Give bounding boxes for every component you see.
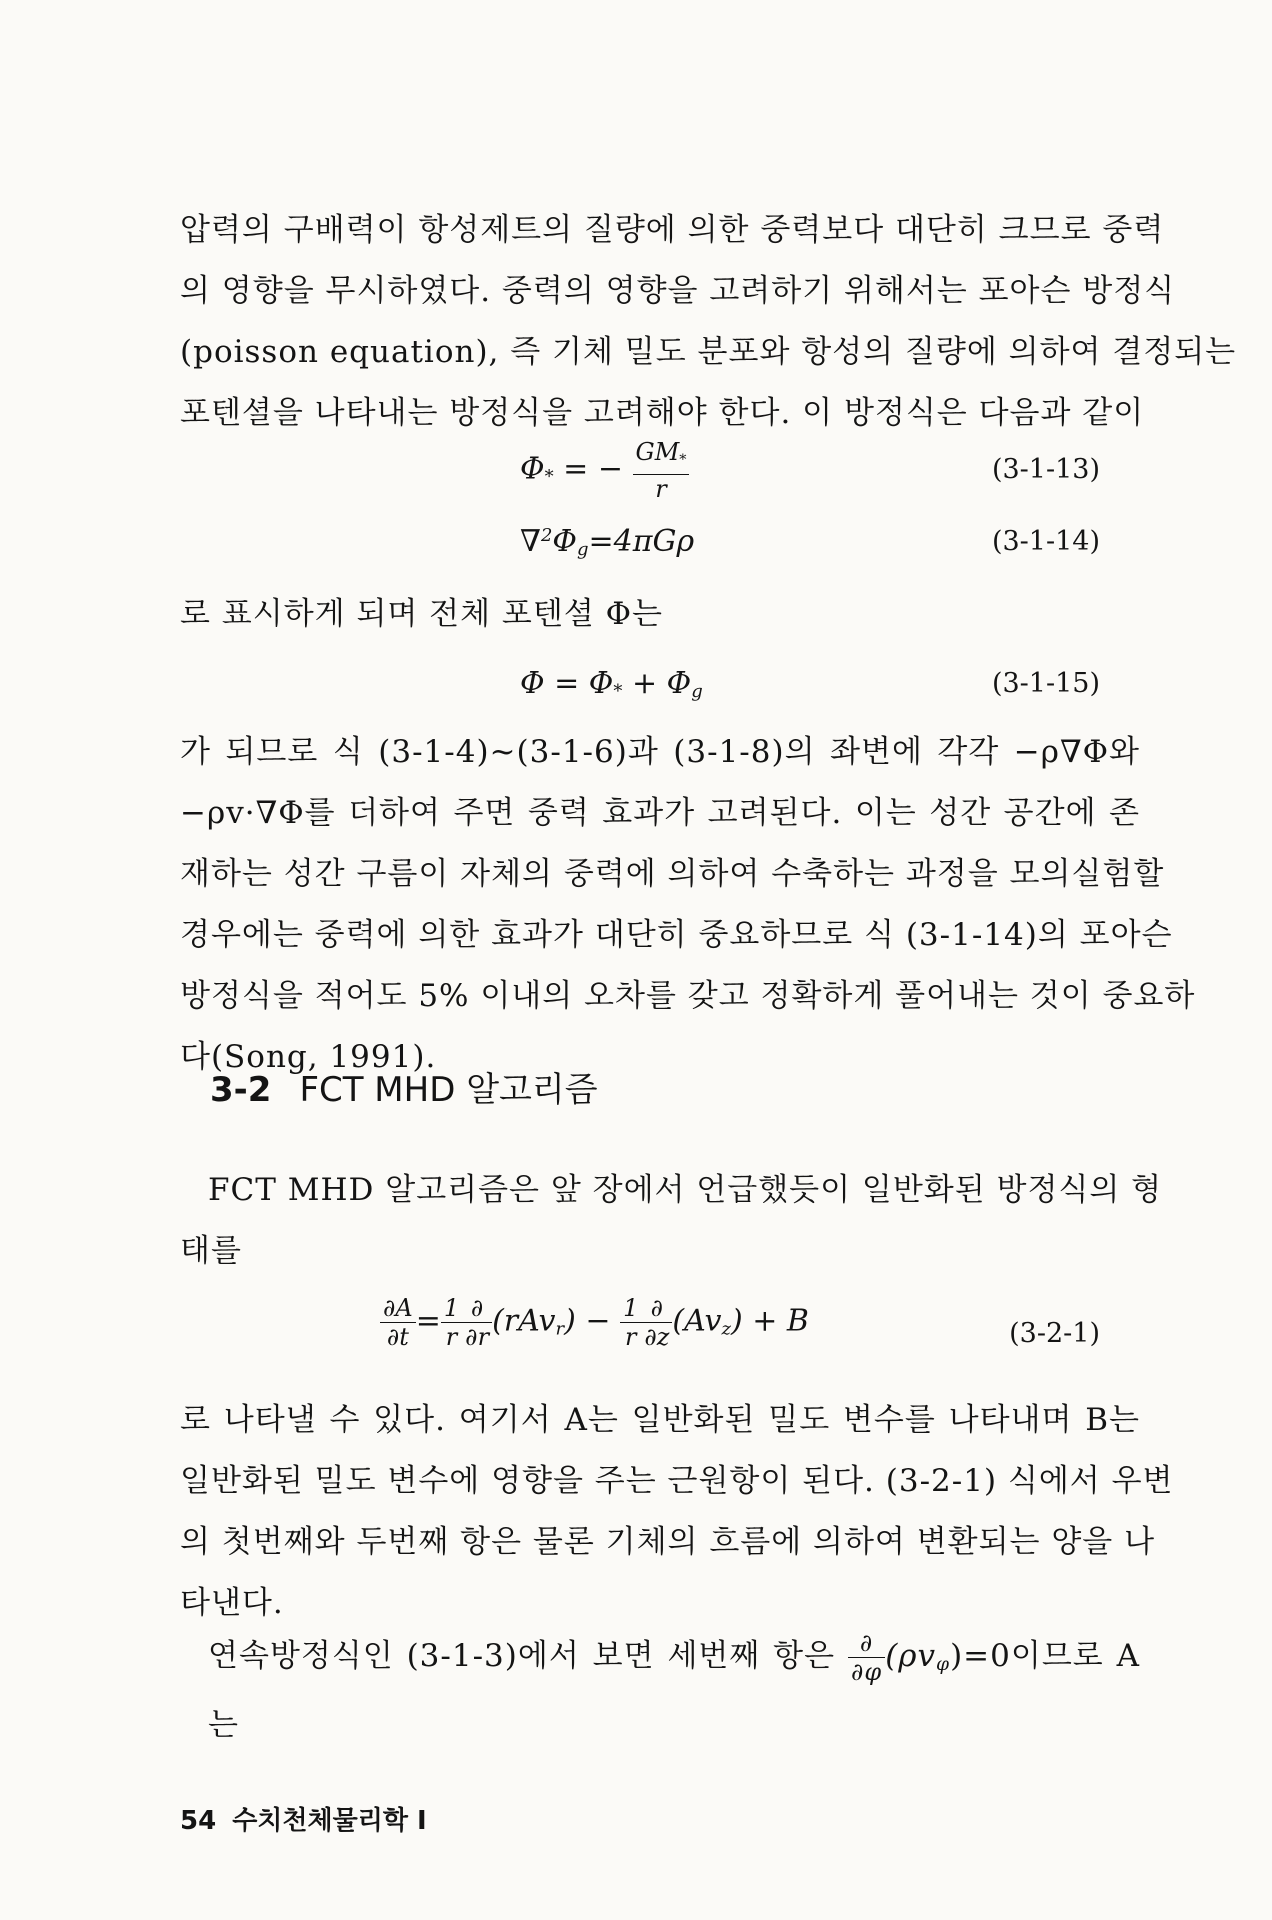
eq-term: + B <box>742 1303 809 1339</box>
eq-operator: ∇ <box>520 524 541 559</box>
page-footer <box>180 1800 427 1837</box>
paragraph-line: (poisson equation), 즉 기체 밀도 분포와 항성의 질량에 의하여 결정되는 <box>180 334 1237 370</box>
equation-body <box>520 438 689 503</box>
fraction-denominator: ∂t <box>386 1323 409 1351</box>
paragraph-1 <box>180 200 1237 444</box>
paragraph-text: (ρv <box>885 1638 937 1674</box>
eq-term: ) <box>564 1303 576 1339</box>
paragraph-4 <box>180 1390 1174 1634</box>
eq-subscript: * <box>679 452 687 468</box>
eq-subscript: z <box>721 1318 731 1340</box>
paragraph-line: 일반화된 밀도 변수에 영향을 주는 근원항이 된다. (3-2-1) 식에서 우변 <box>180 1463 1174 1499</box>
fraction-numerator: 1 <box>620 1294 641 1323</box>
eq-term: =4πGρ <box>588 524 695 559</box>
paragraph-line: −ρv·∇Φ를 더하여 주면 중력 효과가 고려된다. 이는 성간 공간에 존 <box>180 795 1140 831</box>
paragraph-line: 압력의 구배력이 항성제트의 질량에 의한 중력보다 대단히 크므로 중력 <box>180 212 1165 248</box>
paragraph-3 <box>180 1160 1163 1282</box>
paragraph-line: 로 표시하게 되며 전체 포텐셜 Φ는 <box>180 596 663 632</box>
paragraph-line: FCT MHD 알고리즘은 앞 장에서 언급했듯이 일반화된 방정식의 형 <box>208 1172 1163 1208</box>
fraction-denominator: r <box>445 1323 458 1351</box>
paragraph-line: 로 나타낼 수 있다. 여기서 A는 일반화된 밀도 변수를 나타내며 B는 <box>180 1402 1140 1438</box>
paragraph-5 <box>180 1626 1140 1756</box>
equation-3-1-15 <box>180 650 1140 720</box>
eq-term: Φ <box>552 524 578 559</box>
paragraph-line: 다(Song, 1991). <box>180 1039 437 1075</box>
equation-3-1-13 <box>180 430 1140 503</box>
page-number: 54 <box>180 1806 217 1836</box>
eq-operator: = <box>415 1303 441 1339</box>
fraction <box>380 1294 416 1351</box>
paragraph-line: 경우에는 중력에 의한 효과가 대단히 중요하므로 식 (3-1-14)의 포아슨 <box>180 917 1173 953</box>
equation-number: (3-1-13) <box>991 454 1100 485</box>
fraction-numerator: GM <box>635 438 680 466</box>
eq-operator: = − <box>563 451 623 487</box>
book-title: 수치천체물리학 I <box>232 1806 427 1836</box>
paragraph-2 <box>180 722 1196 1088</box>
equation-number: (3-1-14) <box>991 526 1100 557</box>
paragraph-line: 방정식을 적어도 5% 이내의 오차를 갖고 정확하게 풀어내는 것이 중요하 <box>180 978 1196 1014</box>
fraction <box>633 438 690 503</box>
eq-term: (rAv <box>492 1303 556 1339</box>
fraction <box>848 1629 885 1686</box>
equation-number: (3-2-1) <box>1009 1318 1100 1349</box>
fraction-denominator: ∂z <box>644 1323 670 1351</box>
section-heading <box>210 1062 598 1111</box>
fraction-numerator: ∂ <box>848 1629 885 1658</box>
fraction-numerator: ∂A <box>380 1294 416 1323</box>
eq-subscript: * <box>544 466 554 488</box>
eq-subscript: g <box>577 539 589 560</box>
equation-number: (3-1-15) <box>991 668 1100 699</box>
paragraph-text: )=0이므로 A는 <box>208 1638 1140 1743</box>
fraction-denominator: ∂r <box>465 1323 490 1351</box>
fraction <box>462 1294 492 1351</box>
eq-term: Φ <box>520 451 545 487</box>
paragraph-line: 재하는 성간 구름이 자체의 중력에 의하여 수축하는 과정을 모의실험할 <box>180 856 1165 892</box>
section-number: 3-2 <box>210 1070 272 1110</box>
equation-3-2-1 <box>180 1290 1140 1370</box>
eq-term: Φ = Φ <box>520 666 614 701</box>
paragraph-line: 태를 <box>180 1233 242 1269</box>
fraction-denominator: r <box>655 475 667 503</box>
paragraph-line: 의 첫번째와 두번째 항은 물론 기체의 흐름에 의하여 변환되는 양을 나 <box>180 1524 1156 1560</box>
fraction <box>620 1294 641 1351</box>
paragraph-line: 포텐셜을 나타내는 방정식을 고려해야 한다. 이 방정식은 다음과 같이 <box>180 395 1145 431</box>
paragraph-line: 의 영향을 무시하였다. 중력의 영향을 고려하기 위해서는 포아슨 방정식 <box>180 273 1176 309</box>
paragraph-line: 타낸다. <box>180 1585 284 1621</box>
eq-term: + Φ <box>622 666 692 701</box>
equation-body <box>380 1294 809 1351</box>
equation-body <box>520 666 703 702</box>
section-title: FCT MHD 알고리즘 <box>299 1070 598 1110</box>
eq-term: ) <box>731 1303 743 1339</box>
fraction-denominator: ∂φ <box>850 1658 883 1686</box>
eq-subscript: φ <box>936 1654 951 1675</box>
eq-subscript: r <box>555 1318 565 1340</box>
equation-3-1-14 <box>180 510 1140 580</box>
paragraph-bridge <box>180 584 1140 645</box>
fraction-numerator: ∂ <box>462 1294 492 1323</box>
eq-subscript: g <box>691 681 703 702</box>
equation-body <box>520 524 694 560</box>
eq-subscript: * <box>613 681 623 702</box>
paragraph-text: 연속방정식인 (3-1-3)에서 보면 세번째 항은 <box>208 1638 848 1674</box>
eq-operator: − <box>575 1303 621 1339</box>
fraction-numerator: ∂ <box>641 1294 672 1323</box>
fraction <box>641 1294 672 1351</box>
eq-superscript: 2 <box>540 525 553 546</box>
paragraph-line: 가 되므로 식 (3-1-4)~(3-1-6)과 (3-1-8)의 좌변에 각각 −ρ∇Φ와 <box>180 734 1140 770</box>
fraction-numerator: 1 <box>441 1294 462 1323</box>
eq-term: (Av <box>672 1303 722 1339</box>
fraction-denominator: r <box>624 1323 637 1351</box>
fraction <box>441 1294 462 1351</box>
